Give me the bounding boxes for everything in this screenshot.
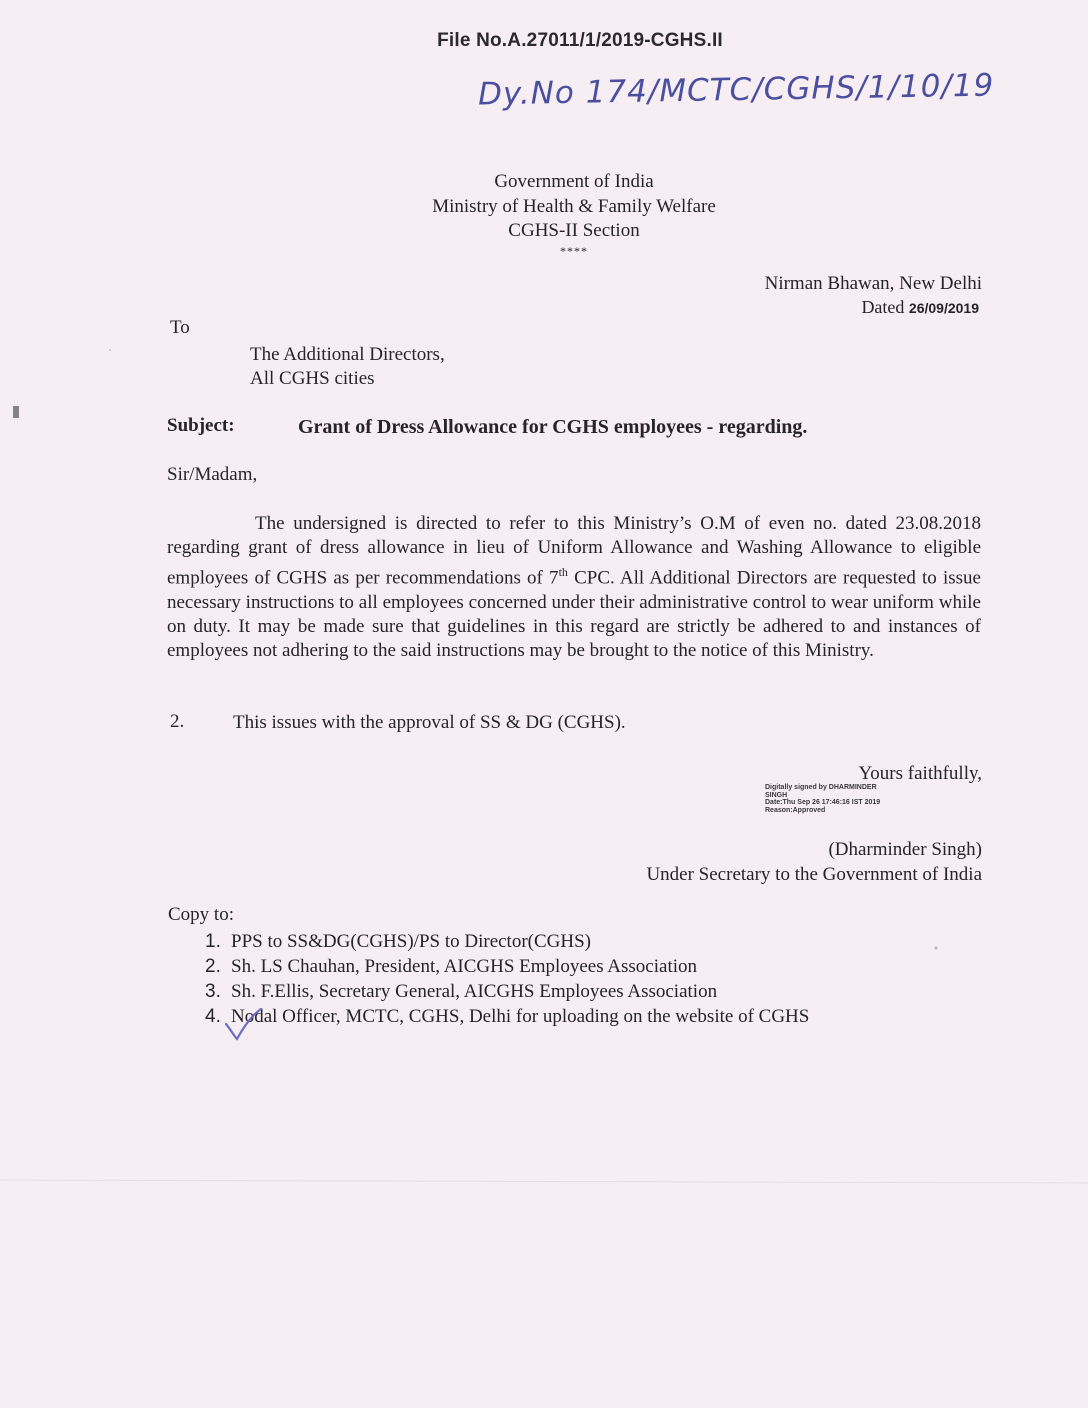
check-mark-icon <box>223 1006 263 1042</box>
list-item-text: PPS to SS&DG(CGHS)/PS to Director(CGHS) <box>231 931 591 952</box>
list-item <box>205 979 809 1004</box>
para2-number: 2. <box>170 711 185 732</box>
file-number: File No.A.27011/1/2019-CGHS.II <box>437 30 723 51</box>
list-item-number: 1. <box>205 931 221 952</box>
copy-to-label: Copy to: <box>168 904 234 925</box>
body-paragraph <box>167 512 981 664</box>
date-line <box>861 297 979 318</box>
header-stars: **** <box>560 243 588 258</box>
digital-signature-line-4: Reason:Approved <box>765 806 826 814</box>
list-item-text: Sh. F.Ellis, Secretary General, AICGHS Employees Association <box>231 981 718 1002</box>
copy-to-list <box>205 929 809 1029</box>
subject-text: Grant of Dress Allowance for CGHS employees - regarding. <box>298 416 808 438</box>
body-text-part-1: The undersigned is directed to refer to this Ministry’s O.M of even no. dated 23.08.2018 regarding grant of dress allowance in lieu of Uniform Allowance and Washing Allowance to eligible employees of CGHS as per recommendations of 7 <box>167 513 981 589</box>
signatory-name: (Dharminder Singh) <box>828 839 982 860</box>
para2-text: This issues with the approval of SS & DG (CGHS). <box>233 712 626 733</box>
list-item <box>205 954 809 979</box>
subject-label: Subject: <box>167 415 235 436</box>
header-section: CGHS-II Section <box>508 220 640 241</box>
digital-signature <box>765 784 995 814</box>
handwritten-diary-note: Dy.No 174/MCTC/CGHS/1/10/19 <box>477 67 995 113</box>
body-text-part-2: CPC. All Additional Directors are requested to issue necessary instructions to all employees concerned under their administrative control to wear uniform while on duty. It may be made sure that guidelines in this regard are strictly be adhered to and instances of employees not adhering to the said instructions may be brought to the notice of this Ministry. <box>167 567 981 662</box>
header-ministry: Ministry of Health & Family Welfare <box>432 195 716 217</box>
digital-signature-line-1: Digitally signed by DHARMINDER <box>765 784 877 791</box>
addressee-line-1: The Additional Directors, <box>250 344 445 365</box>
place: Nirman Bhawan, New Delhi <box>764 273 982 294</box>
digital-signature-line-2: SINGH <box>765 791 788 799</box>
to-label: To <box>170 317 190 338</box>
signatory-designation: Under Secretary to the Government of India <box>646 864 982 885</box>
list-item-number: 2. <box>205 956 221 977</box>
list-item <box>205 1004 809 1029</box>
salutation: Sir/Madam, <box>167 464 258 485</box>
signatory <box>646 837 982 887</box>
list-item-text: Nodal Officer, MCTC, CGHS, Delhi for uploading on the website of CGHS <box>231 1006 810 1027</box>
body-superscript: th <box>558 565 568 580</box>
list-item <box>205 929 809 954</box>
list-item-number: 3. <box>205 981 221 1002</box>
digital-signature-line-3: Date:Thu Sep 26 17:46:16 IST 2019 <box>765 799 881 806</box>
list-item-number: 4. <box>205 1006 221 1027</box>
dated-label: Dated <box>861 297 905 317</box>
list-item-text: Sh. LS Chauhan, President, AICGHS Employees Association <box>231 956 698 977</box>
letter-header <box>324 170 824 258</box>
addressee-line-2: All CGHS cities <box>250 368 375 389</box>
addressee <box>250 343 445 391</box>
dated-value: 26/09/2019 <box>908 300 979 316</box>
header-government: Government of India <box>494 171 654 192</box>
closing: Yours faithfully, <box>858 763 982 784</box>
